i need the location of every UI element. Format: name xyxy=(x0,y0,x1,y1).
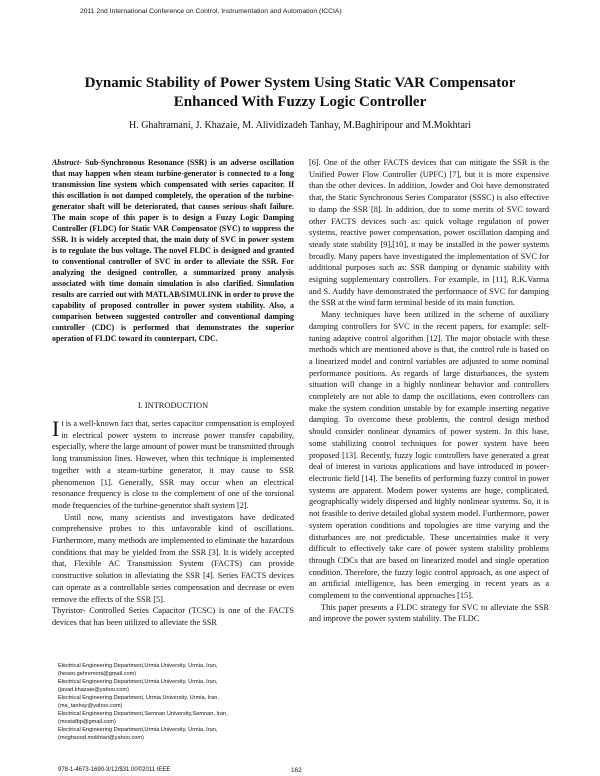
footnote-line: (ma_tanhay@yahoo.com) xyxy=(58,703,123,709)
author-list: H. Ghahramani, J. Khazaie, M. Alividizadeh Tanhay, M.Baghiripour and M.Mokhtari xyxy=(128,120,471,131)
copyright-id: 978-1-4673-1690-3/12/$31.00©2011 IEEE xyxy=(58,767,171,773)
drop-cap: I xyxy=(52,416,60,441)
footnote-line: (javad.khazaie@yahoo.com) xyxy=(58,687,129,693)
right-paragraph-3: This paper presents a FLDC strategy for SVC to alleviate the SSR and improve the power system stability. The FLDC xyxy=(309,602,549,624)
footnote-line: (mostafbp@gmail.com) xyxy=(58,719,116,725)
author-affiliations xyxy=(58,662,294,742)
footnote-line: Electrical Engineering Department, Urmia University, Urmia, Iran, xyxy=(58,695,219,701)
intro-paragraph-3: Thyristor- Controlled Series Capacitor (TCSC) is one of the FACTS devices that has been utilized to alleviate the SSR xyxy=(52,606,294,627)
introduction-body xyxy=(52,418,294,629)
right-column-body xyxy=(309,157,549,625)
footnote-line: (moghsood.mokhtari@yahoo.com) xyxy=(58,735,144,741)
paper-title xyxy=(40,74,560,112)
footnote-line: Electrical Engineering Department,Urmia University, Urmia, Iran, xyxy=(58,727,218,733)
page-number: 162 xyxy=(291,767,302,774)
abstract-label: Abstract xyxy=(52,158,80,167)
footnote-line: Electrical Engineering Department,Semnan University,Semnan, Iran, xyxy=(58,711,228,717)
section-heading-introduction: I. INTRODUCTION xyxy=(137,401,209,410)
abstract xyxy=(52,157,294,344)
title-line-2: Enhanced With Fuzzy Logic Controller xyxy=(173,94,427,110)
abstract-text: - Sub-Synchronous Resonance (SSR) is an adverse oscillation that may happen when steam turbine-generator is connected to a long transmission line system which compensated with series capacitor. If this oscillation is not damped completely, the operation of the turbine-generator shaft will be deteriorated, that causes serious shaft failure. The main scope of this paper is to design a Fuzzy Logic Damping Controller (FLDC) for Static VAR Compensator (SVC) to suppress the SSR. It is widely accepted that, the main duty of SVC in power system is to regulate the bus voltage. The novel FLDC is designed and granted to conventional controller of SVC in order to alleviate the SSR. For analyzing the designed controller, a summarized prony analysis associated with time domain simulation is also clarified. Simulation results are carried out with MATLAB/SIMULINK in order to prove the capability of proposed controller in power system stability. Also, a comparison between suggested controller and conventional damping controller (CDC) is performed that demonstrates the superior operation of FLDC toward its counterpart, CDC. xyxy=(52,158,294,343)
right-paragraph-2: Many techniques have been utilized in the scheme of auxiliary damping controllers for SVC in the recent papers, for example: self-tuning adaptive control algorithm [12]. The major obstacle with these methods which are mentioned above is that, the control rule is based on a linearized model and control variables are adjusted to some nominal performance positions. As regards of large disturbances, the system situation will change in a highly nonlinear behavior and controllers completely are not able to damp the oscillations, even controllers can make the system condition unstable by for example inserting negative damping. To overcome these problems, the control design method should consider nonlinear dynamics of power system. In this base, some stabilizing control techniques for power system have been proposed [13]. Recently, fuzzy logic controllers have generated a great deal of interest in various applications and have introduced in power-electronic field [14]. The benefits of performing fuzzy control in power systems are apparent. Modern power systems are huge, complicated, geographically widely dispersed and highly nonlinear systems. So, it is not feasible to derive detailed global system model. Furthermore, power system operation conditions and topologies are time varying and the disturbances are not predictable. These uncertainties make it very difficult to effectively take care of power system stability problems through CDCs that are based on linearized model and single operation condition. Therefore, the fuzzy logic control approach, as one aspect of an artificial intelligence, has been emerging in recent years as a complement to the conventional approaches [15]. xyxy=(309,310,549,601)
footnote-line: Electrical Engineering Department,Urmia University, Urmia, Iran, xyxy=(58,679,218,685)
intro-paragraph-1: t is a well-known fact that, series capacitor compensation is employed in electrical power system to increase power transfer capability, especially, where the large amount of power must be transmitted through long transmission lines. However, when this technique is implemented together with a steam-turbine generator, it may cause to SSR phenomenon [1]. Generally, SSR may occur when an electrical resonance frequency is close to the complement of one of the torsional mode frequencies of the turbine-generator shaft system [2]. xyxy=(52,419,294,510)
intro-paragraph-2: Until now, many scientists and investigators have dedicated comprehensive probes to this unfavorable kind of oscillations. Furthermore, many methods are implemented to eliminate the hazardous conditions that may be yielded from the SSR [3]. It is widely accepted that, Flexible AC Transmission System (FACTS) can provide constructive solution in alleviating the SSR [4]. Series FACTS devices can operate as a controllable series compensation and decrease or even remove the effects of the SSR [5]. xyxy=(52,512,294,604)
right-paragraph-1: [6]. One of the other FACTS devices that can mitigate the SSR is the Unified Power Flow Controller (UPFC) [7], but it is more expensive than the other devices. In addition, Jowder and Ooi have demonstrated that, the Static Synchronous Series Comparator (SSSC) is also effective to damp the SSR [8]. In addition, due to some merits of SVC toward other FACTS devices such as: quick voltage regulation of power systems, reactive power compensation, power oscillation damping and steady state stability [9],[10], it may be installed in the power systems broadly. Many papers have investigated the implementation of SVC for additional purposes such as: SSR damping or dynamic stability with esigning supplementary controllers. For example, in [11], R.K.Varma and S. Auddy have demonstrated the performance of SVC for damping the SSR at the wind farm terminal beside of its main function. xyxy=(309,158,549,308)
footnote-line: Electrical Engineering Department,Urmia University, Urmia, Iran, xyxy=(58,663,218,669)
footnote-line: (hesen.gehremoni@gmail.com) xyxy=(58,671,137,677)
conference-header: 2011 2nd International Conference on Control, Instrumentation and Automation (ICCIA) xyxy=(80,8,342,15)
title-line-1: Dynamic Stability of Power System Using Static VAR Compensator xyxy=(84,75,516,91)
